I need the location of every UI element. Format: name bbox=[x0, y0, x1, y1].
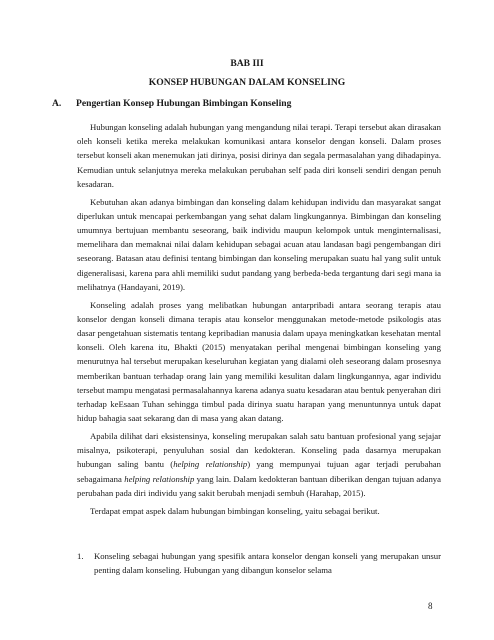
page-number: 8 bbox=[428, 601, 433, 611]
paragraph-4-emphasis-1: helping relationship bbox=[173, 459, 248, 470]
list-item bbox=[77, 549, 441, 577]
paragraph-4-emphasis-2: helping relationship bbox=[124, 473, 195, 484]
paragraph-3: Konseling adalah proses yang melibatkan hubungan antarpribadi antara seorang terapis atau konselor dengan konseli dimana terapis atau konselor menggunakan metode-metode psikologis atas dasar pengetahuan sistematis tentang kepribadian manusia dalam upaya meningkatkan kesehatan mental konseli. Oleh karena itu, Bhakti (2015) menyatakan perihal mengenai bimbingan konseling yang menurutnya hal tersebut merupakan keseluruhan kegiatan yang dialami oleh seseorang dalam prosesnya memberikan bantuan terhadap orang lain yang memiliki kesulitan dalam lingkungannya, agar individu tersebut mampu mengatasi permasalahannya karena adanya suatu kesadaran atau bentuk penyerahan diri terhadap keEsaan Tuhan sehingga timbul pada dirinya suatu harapan yang menuntunnya untuk dapat hidup bahagia saat sekarang dan di masa yang akan datang. bbox=[77, 299, 441, 424]
paragraph-4-part-c: yang lain. Dalam kedokteran bantuan diberikan dengan tujuan adanya perubahan pada diri individu yang sakit berubah menjadi sembuh (Harahap, 2015). bbox=[77, 473, 441, 498]
list-item-text: Konseling sebagai hubungan yang spesifik antara konselor dengan konseli yang merupakan unsur penting dalam konseling. Hubungan yang dibangun konselor selama bbox=[94, 551, 441, 576]
section-title: Pengertian Konsep Hubungan Bimbingan Konseling bbox=[76, 98, 292, 109]
paragraph-4-part-b: ) yang mempunyai tujuan agar terjadi perubahan sebagaimana bbox=[77, 459, 442, 484]
list-item-number: 1. bbox=[77, 551, 84, 561]
paragraph-5: Terdapat empat aspek dalam hubungan bimbingan konseling, yaitu sebagai berikut. bbox=[90, 505, 380, 516]
section-letter: A. bbox=[52, 98, 62, 109]
paragraph-4 bbox=[77, 429, 441, 500]
aspect-list bbox=[77, 549, 441, 577]
section-heading bbox=[52, 98, 291, 109]
chapter-number: BAB III bbox=[230, 58, 264, 69]
paragraph-2: Kebutuhan akan adanya bimbingan dan konseling dalam kehidupan individu dan masyarakat sangat diperlukan untuk mencapai perkembangan yang sehat dalam lingkungannya. Bimbingan dan konseling umumnya bertujuan membantu seseorang, baik individu maupun kelompok untuk menginternalisasi, memelihara dan memaknai nilai dalam kehidupan sebagai acuan atau landasan bagi pengembangan diri seseorang. Batasan atau definisi tentang bimbingan dan konseling merupakan suatu hal yang sulit untuk digeneralisasi, karena para ahli memiliki sudut pandang yang berbeda-beda tergantung dari segi mana ia melihatnya (Handayani, 2019). bbox=[77, 196, 441, 292]
paragraph-1: Hubungan konseling adalah hubungan yang mengandung nilai terapi. Terapi tersebut akan dirasakan oleh konseli ketika mereka melakukan komunikasi antara konselor dengan konseli. Dalam proses tersebut konseli akan menemukan jati dirinya, posisi dirinya dan segala permasalahan yang dihadapinya. Kemudian untuk selanjutnya mereka melakukan perubahan self pada diri konseli sendiri dengan penuh kesadaran. bbox=[77, 122, 441, 189]
paragraph-4-part-a: Apabila dilihat dari eksistensinya, konseling merupakan salah satu bantuan profesional yang sejajar misalnya, psikoterapi, penyuluhan sosial dan kedokteran. Konseling pada dasarnya merupakan hubungan saling bantu ( bbox=[77, 431, 441, 470]
body-text bbox=[77, 120, 441, 521]
chapter-title: KONSEP HUBUNGAN DALAM KONSELING bbox=[148, 77, 346, 88]
